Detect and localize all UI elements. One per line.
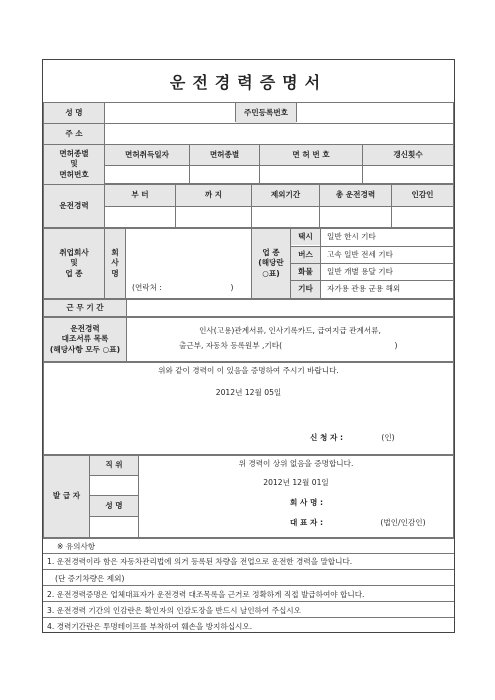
license-type-field[interactable] xyxy=(190,166,259,184)
issuer-date: 2012년 12월 01일 xyxy=(263,477,329,487)
industry-bus-label: 버스 xyxy=(291,247,320,263)
career-total-field[interactable] xyxy=(320,207,391,227)
rrn-field[interactable] xyxy=(297,103,453,123)
license-label: 면허종별 및 면허번호 xyxy=(44,145,104,184)
note-item: 3. 운전경력 기간의 인감란은 확인자의 인감도장을 반드시 날인하여 주십시오 xyxy=(47,606,301,615)
license-number-label: 면 허 번 호 xyxy=(260,145,362,165)
license-type-label: 면허종별 xyxy=(190,145,259,165)
industry-cargo-options[interactable]: 일반 개별 용달 기타 xyxy=(327,266,393,276)
career-to-label: 까 지 xyxy=(176,185,251,206)
license-renewal-field[interactable] xyxy=(363,166,453,184)
license-renewal-label: 갱신횟수 xyxy=(363,145,453,165)
career-excluded-label: 제외기간 xyxy=(252,185,319,206)
career-seal-label: 인감인 xyxy=(392,185,453,206)
license-number-field[interactable] xyxy=(260,166,362,184)
work-period-field[interactable] xyxy=(127,300,453,316)
name-field[interactable] xyxy=(105,103,235,123)
contact-label: (연락처 : xyxy=(132,282,162,292)
career-from-label: 부 터 xyxy=(105,185,175,206)
address-field[interactable] xyxy=(105,124,453,144)
issuer-name-field[interactable] xyxy=(90,517,138,537)
issuer-position-field[interactable] xyxy=(90,476,138,495)
industry-other-label: 기타 xyxy=(291,281,320,298)
employer-label: 취업회사 및 업 종 xyxy=(44,229,104,298)
career-seal-field[interactable] xyxy=(392,207,453,227)
industry-cargo-label: 화물 xyxy=(291,264,320,280)
note-item: 4. 경력기간란은 투명테이프를 부착하여 훼손을 방지하십시오. xyxy=(47,622,253,631)
career-to-field[interactable] xyxy=(176,207,251,227)
note-item: (단 증기차량은 제외) xyxy=(55,574,125,583)
issuer-rep-label: 대 표 자 : xyxy=(290,517,323,527)
documents-line2-close: ) xyxy=(394,340,398,350)
industry-other-options[interactable]: 자가용 관용 군용 해외 xyxy=(327,284,401,294)
applicant-signature-label: 신 청 자 : xyxy=(310,432,343,442)
name-label: 성 명 xyxy=(44,103,104,123)
issuer-name-label: 성 명 xyxy=(90,496,138,516)
industry-taxi-options[interactable]: 일반 한시 기타 xyxy=(327,231,376,241)
address-label: 주 소 xyxy=(44,124,104,144)
career-excluded-field[interactable] xyxy=(252,207,319,227)
career-total-label: 총 운전경력 xyxy=(320,185,391,206)
industry-label: 업 종 (해당란 ○표) xyxy=(252,229,290,298)
issuer-label: 발 급 자 xyxy=(44,456,89,537)
issuer-seal: (법인/인감인) xyxy=(380,517,426,527)
notes-heading: ※ 유의사항 xyxy=(57,542,96,551)
contact-close: ) xyxy=(230,282,234,292)
issuer-company-label: 회 사 명 : xyxy=(290,497,323,507)
rrn-label: 주민등록번호 xyxy=(236,103,296,123)
industry-taxi-label: 택시 xyxy=(291,229,320,245)
applicant-seal: (인) xyxy=(381,432,395,442)
career-label: 운전경력 xyxy=(44,185,104,227)
documents-line1: 인사(고용)관계서류, 인사기록카드, 급여지급 관계서류, xyxy=(199,325,381,335)
issuer-position-label: 직 위 xyxy=(90,456,138,475)
documents-label: 운전경력 대조서류 목록 (해당사항 모두 ○표) xyxy=(44,318,126,361)
license-issue-date-label: 면허취득일자 xyxy=(105,145,189,165)
industry-bus-options[interactable]: 고속 일반 전세 기타 xyxy=(327,249,393,259)
issuer-statement: 위 경력이 상위 없음을 증명합니다. xyxy=(238,458,354,468)
career-from-field[interactable] xyxy=(105,207,175,227)
request-date: 2012년 12월 05일 xyxy=(215,387,282,397)
note-item: 1. 운전경력이라 함은 자동차관리법에 의거 등록된 차량을 전업으로 운전한 경력을 말합니다. xyxy=(47,557,353,566)
certificate-form xyxy=(42,59,455,633)
work-period-label: 근 무 기 간 xyxy=(44,300,126,316)
note-item: 2. 운전경력증명은 업체대표자가 운전경력 대조목록을 근거로 정확하게 직접 발급하여야 합니다. xyxy=(47,590,365,599)
documents-line2: 출근부, 자동차 등록원부 ,기타( xyxy=(179,340,283,350)
license-issue-date-field[interactable] xyxy=(105,166,189,184)
company-name-field[interactable] xyxy=(126,229,251,279)
form-title: 운전경력증명서 xyxy=(169,72,328,92)
company-name-label: 회 사 명 xyxy=(105,229,125,298)
request-statement: 위와 같이 경력이 이 있음을 증명하여 주시기 바랍니다. xyxy=(158,365,339,375)
